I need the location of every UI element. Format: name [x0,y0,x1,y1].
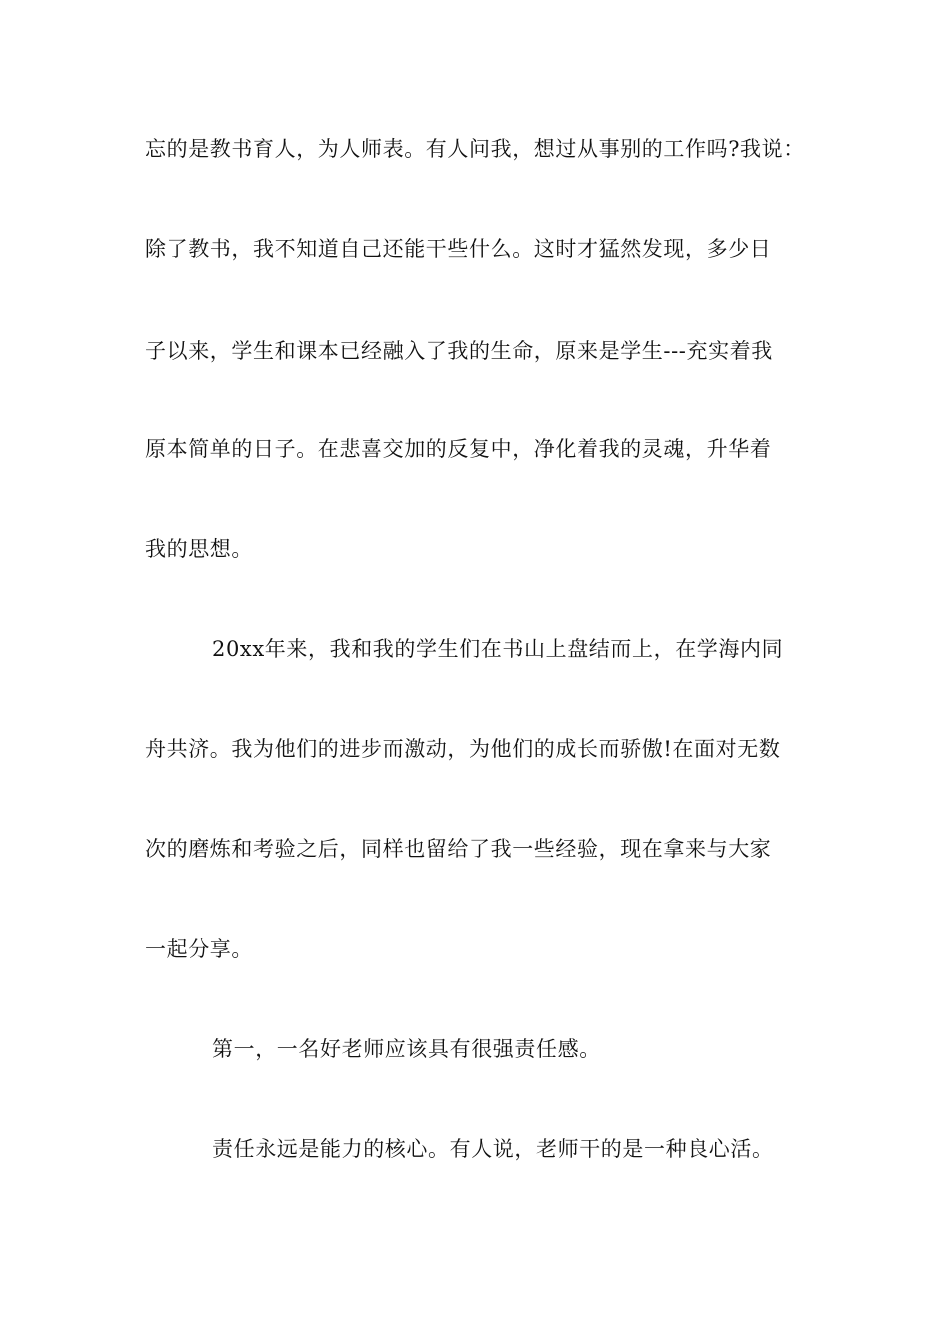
paragraph-first-line: 20xx年来，我和我的学生们在书山上盘结而上，在学海内同 [212,637,784,661]
text-line: 子以来，学生和课本已经融入了我的生命，原来是学生---充实着我 [145,339,773,363]
text-line: 除了教书，我不知道自己还能干些什么。这时才猛然发现，多少日 [145,237,772,261]
paragraph-first-line: 责任永远是能力的核心。有人说，老师干的是一种良心活。 [212,1137,774,1161]
text-line: 我的思想。 [145,537,253,561]
section-heading: 第一，一名好老师应该具有很强责任感。 [212,1037,601,1061]
text-line: 忘的是教书育人，为人师表。有人问我，想过从事别的工作吗?我说： [145,137,805,161]
text-line: 次的磨炼和考验之后，同样也留给了我一些经验，现在拿来与大家 [145,837,772,861]
text-line: 原本简单的日子。在悲喜交加的反复中，净化着我的灵魂，升华着 [145,437,772,461]
text-line: 一起分享。 [145,937,253,961]
text-line: 舟共济。我为他们的进步而激动，为他们的成长而骄傲!在面对无数 [145,737,781,761]
